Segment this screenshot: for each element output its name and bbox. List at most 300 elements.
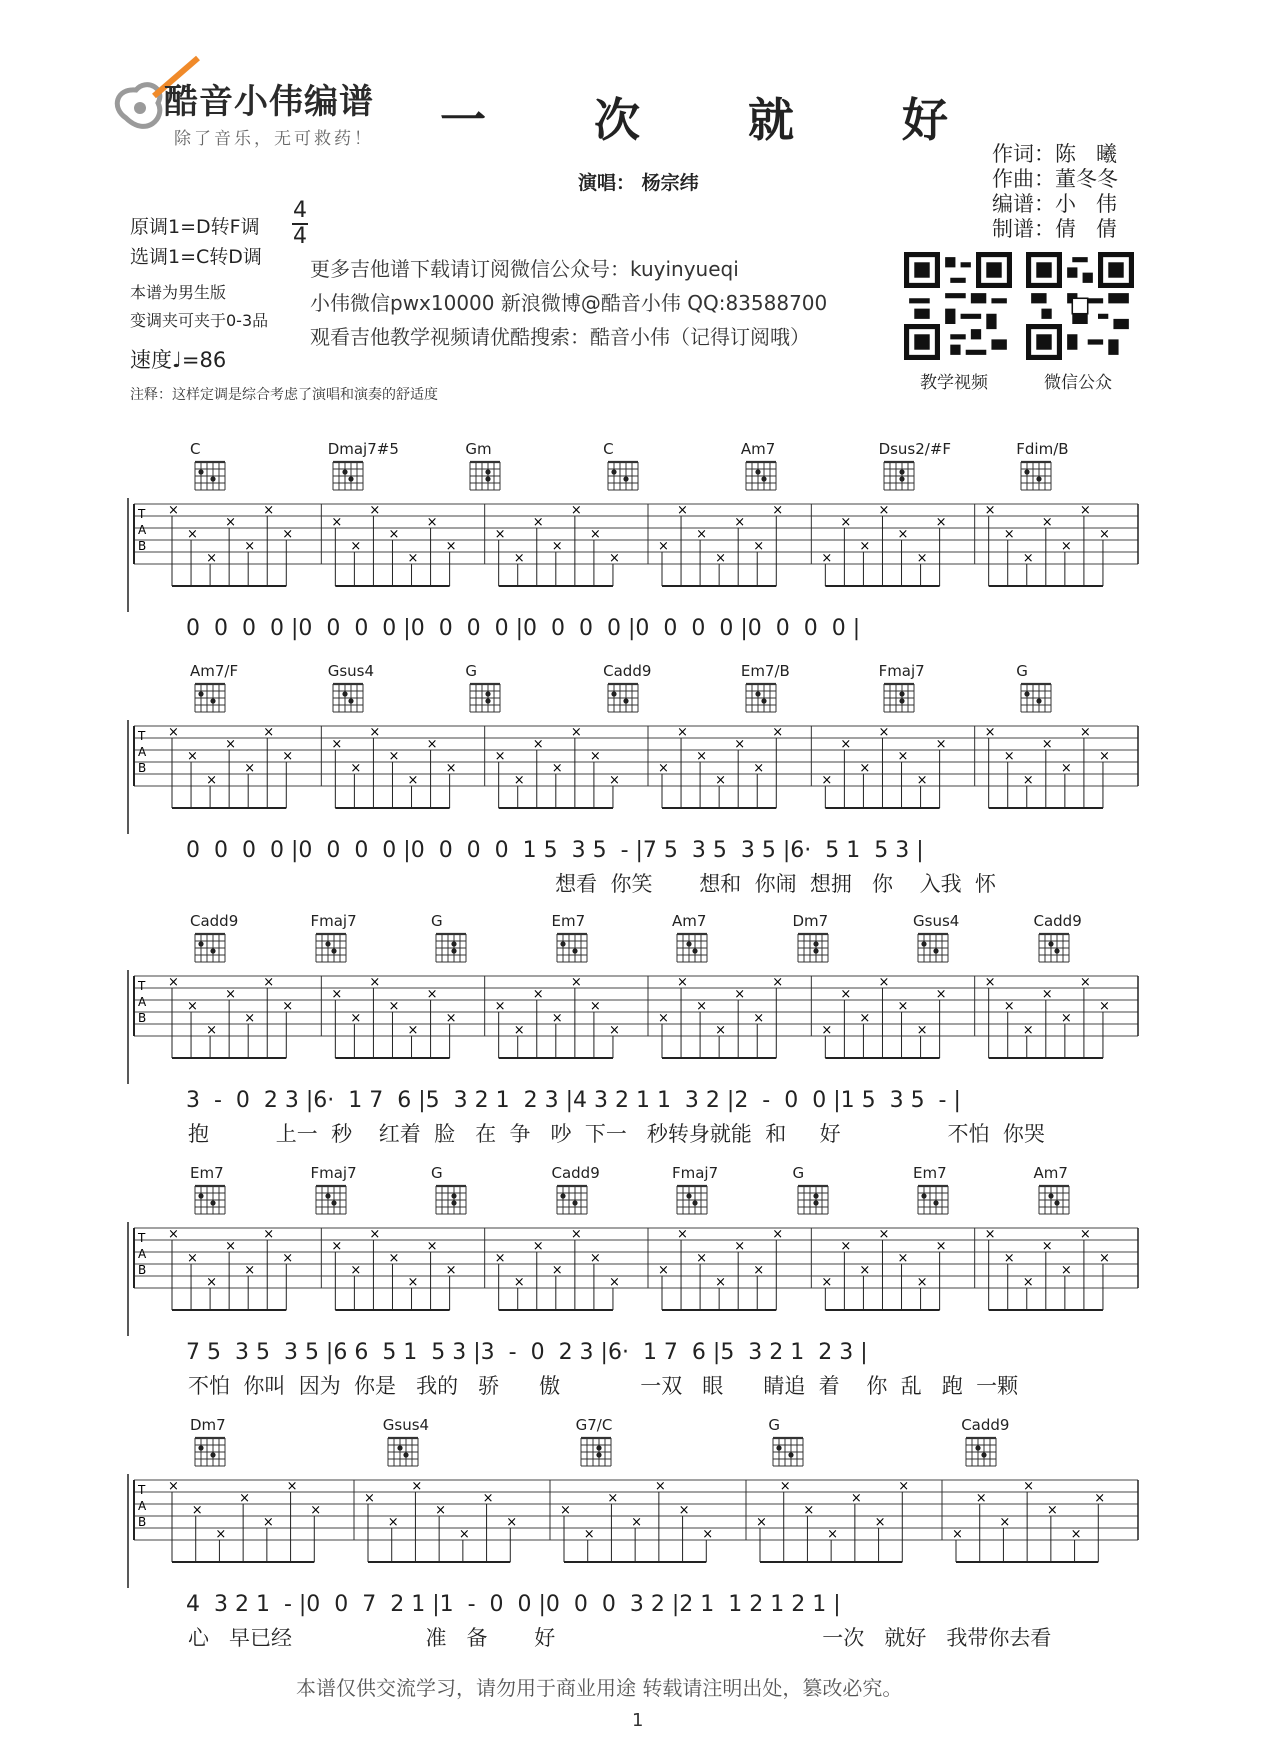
svg-text:×: × xyxy=(494,749,506,764)
svg-text:×: × xyxy=(984,503,996,518)
qr-caption-video: 教学视频 xyxy=(920,373,988,393)
chord-diagram-icon xyxy=(881,458,919,494)
chord-name: Cadd9 xyxy=(961,1416,1010,1434)
tab-staff xyxy=(0,1468,1272,1588)
svg-text:×: × xyxy=(916,1275,928,1290)
svg-text:×: × xyxy=(840,515,852,530)
promo-line: 观看吉他教学视频请优酷搜索：酷音小伟（记得订阅哦） xyxy=(310,325,810,349)
svg-text:×: × xyxy=(513,1275,525,1290)
svg-text:×: × xyxy=(715,1275,727,1290)
svg-text:×: × xyxy=(551,1011,563,1026)
chord-diagram-icon xyxy=(313,930,351,966)
svg-text:×: × xyxy=(696,527,708,542)
svg-text:×: × xyxy=(1003,999,1015,1014)
svg-text:×: × xyxy=(840,987,852,1002)
jianpu-notation: 7 5 3 5 3 5 |6 6 5 1 5 3 |3 - 0 2 3 |6· 1 7 6 |5 3 2 1 2 3 | xyxy=(186,1340,868,1365)
svg-text:×: × xyxy=(551,539,563,554)
svg-text:×: × xyxy=(734,737,746,752)
svg-text:×: × xyxy=(239,1491,251,1506)
chord-diagram-icon xyxy=(795,1182,833,1218)
chord-diagram-icon xyxy=(192,458,230,494)
chord-name: Gsus4 xyxy=(327,662,375,680)
chord-diagram-icon xyxy=(330,680,368,716)
svg-text:×: × xyxy=(935,1239,947,1254)
promo-block xyxy=(310,252,827,354)
tab-staff xyxy=(0,964,1272,1084)
svg-text:×: × xyxy=(1060,761,1072,776)
promo-line: 更多吉他谱下载请订阅微信公众号：kuyinyueqi xyxy=(310,257,739,281)
svg-text:B: B xyxy=(138,761,147,775)
chord-name: Dsus2/#F xyxy=(878,440,952,458)
svg-text:×: × xyxy=(225,737,237,752)
svg-text:×: × xyxy=(1098,999,1110,1014)
svg-text:×: × xyxy=(878,503,890,518)
chord-name: C xyxy=(190,440,201,458)
page-number: 1 xyxy=(632,1710,644,1731)
chord-diagram-icon xyxy=(915,1182,953,1218)
svg-text:×: × xyxy=(350,1011,362,1026)
svg-text:×: × xyxy=(331,737,343,752)
chord-diagram-icon xyxy=(674,1182,712,1218)
svg-text:×: × xyxy=(369,725,381,740)
svg-text:×: × xyxy=(532,1239,544,1254)
svg-text:×: × xyxy=(984,1227,996,1242)
chord-diagram-icon xyxy=(743,680,781,716)
svg-text:×: × xyxy=(263,725,275,740)
svg-text:×: × xyxy=(225,515,237,530)
svg-text:×: × xyxy=(388,749,400,764)
lyrics-line: 抱 上一 秒 红着 脸 在 争 吵 下一 秒转身就能 和 好 不怕 你哭 xyxy=(188,1122,1045,1146)
svg-text:×: × xyxy=(482,1491,494,1506)
svg-text:×: × xyxy=(753,1263,765,1278)
svg-text:×: × xyxy=(608,1023,620,1038)
chord-name: Gsus4 xyxy=(913,912,960,930)
svg-text:B: B xyxy=(138,1515,147,1529)
chord-name: Dm7 xyxy=(792,912,829,930)
chord-diagram-icon xyxy=(674,930,712,966)
singer: 演唱： 杨宗纬 xyxy=(578,172,699,194)
svg-text:×: × xyxy=(821,773,833,788)
svg-text:×: × xyxy=(1022,1023,1034,1038)
svg-text:×: × xyxy=(878,975,890,990)
lyrics-line: 想看 你笑 想和 你闹 想拥 你 入我 怀 xyxy=(188,872,996,896)
chord-name: Am7/F xyxy=(190,662,239,680)
score-system xyxy=(0,1416,1272,1650)
chord-name: Am7 xyxy=(672,912,707,930)
svg-text:×: × xyxy=(369,503,381,518)
svg-text:×: × xyxy=(407,773,419,788)
svg-text:×: × xyxy=(206,773,218,788)
svg-text:×: × xyxy=(331,987,343,1002)
chord-name: Cadd9 xyxy=(190,912,239,930)
chord-name: G xyxy=(465,662,478,680)
svg-text:×: × xyxy=(168,1479,179,1494)
svg-text:×: × xyxy=(350,1263,362,1278)
chosen-key: 选调1=C转D调 xyxy=(130,246,262,268)
svg-text:×: × xyxy=(560,1503,571,1518)
svg-text:×: × xyxy=(388,527,400,542)
chord-name: C xyxy=(603,440,614,458)
svg-text:T: T xyxy=(138,1483,146,1497)
svg-text:×: × xyxy=(570,503,582,518)
svg-text:×: × xyxy=(532,987,544,1002)
svg-text:×: × xyxy=(331,515,343,530)
svg-text:×: × xyxy=(206,551,218,566)
svg-text:×: × xyxy=(244,539,256,554)
svg-text:×: × xyxy=(984,725,996,740)
jianpu-notation: 4 3 2 1 - |0 0 7 2 1 |1 - 0 0 |0 0 0 3 2 |2 1 1 2 1 2 1 | xyxy=(186,1592,841,1617)
svg-text:B: B xyxy=(138,539,147,553)
svg-text:×: × xyxy=(654,1479,666,1494)
svg-text:×: × xyxy=(850,1491,862,1506)
chord-diagram-icon xyxy=(467,680,505,716)
chord-diagram-icon xyxy=(881,680,919,716)
svg-text:×: × xyxy=(753,761,765,776)
svg-text:×: × xyxy=(513,773,525,788)
chord-diagram-icon xyxy=(192,1434,230,1470)
score-system xyxy=(0,440,1272,670)
chord-name: G xyxy=(768,1416,781,1434)
svg-text:×: × xyxy=(897,1251,909,1266)
time-signature xyxy=(292,200,308,248)
svg-text:×: × xyxy=(827,1527,839,1542)
svg-text:×: × xyxy=(570,1227,582,1242)
chord-name: Em7 xyxy=(913,1164,947,1182)
svg-text:×: × xyxy=(263,975,275,990)
chord-name: Dmaj7#5 xyxy=(327,440,399,458)
svg-text:×: × xyxy=(1060,539,1072,554)
svg-text:×: × xyxy=(589,1251,601,1266)
svg-text:×: × xyxy=(331,1239,343,1254)
song-title: 一 次 就 好 xyxy=(440,93,995,147)
qr-code-wechat-icon[interactable] xyxy=(1026,252,1134,360)
chord-diagram-icon xyxy=(467,458,505,494)
lyrics-line: 不怕 你叫 因为 你是 我的 骄 傲 一双 眼 睛追 着 你 乱 跑 一颗 xyxy=(188,1374,1019,1398)
time-sig-top: 4 xyxy=(293,198,307,223)
qr-code-video-icon[interactable] xyxy=(904,252,1012,360)
svg-text:×: × xyxy=(570,975,582,990)
chord-name: Cadd9 xyxy=(1033,912,1082,930)
svg-text:×: × xyxy=(187,999,198,1014)
svg-text:×: × xyxy=(1046,1503,1058,1518)
svg-text:×: × xyxy=(1041,515,1053,530)
svg-text:×: × xyxy=(999,1515,1011,1530)
svg-text:×: × xyxy=(187,1251,198,1266)
svg-text:×: × xyxy=(310,1503,322,1518)
svg-text:×: × xyxy=(282,1251,294,1266)
chord-name: Cadd9 xyxy=(551,1164,600,1182)
capo-note: 变调夹可夹于0-3品 xyxy=(130,311,269,330)
svg-text:×: × xyxy=(445,539,457,554)
svg-text:T: T xyxy=(138,1231,146,1245)
svg-text:×: × xyxy=(513,1023,525,1038)
svg-text:×: × xyxy=(803,1503,815,1518)
svg-text:×: × xyxy=(1094,1491,1106,1506)
chord-name: Gsus4 xyxy=(382,1416,430,1434)
svg-text:×: × xyxy=(874,1515,886,1530)
svg-text:×: × xyxy=(715,773,727,788)
jianpu-notation: 3 - 0 2 3 |6· 1 7 6 |5 3 2 1 2 3 |4 3 2 1 1 3 2 |2 - 0 0 |1 5 3 5 - | xyxy=(186,1088,961,1113)
chord-name: Dm7 xyxy=(190,1416,226,1434)
svg-text:×: × xyxy=(696,1251,708,1266)
svg-text:×: × xyxy=(897,749,909,764)
svg-text:A: A xyxy=(138,745,147,759)
chord-diagram-icon xyxy=(1036,930,1074,966)
svg-text:×: × xyxy=(458,1527,470,1542)
chord-name: Cadd9 xyxy=(603,662,652,680)
svg-text:×: × xyxy=(206,1275,218,1290)
svg-text:T: T xyxy=(138,507,146,521)
chord-diagram-icon xyxy=(1018,680,1056,716)
chord-name: Em7/B xyxy=(740,662,790,680)
svg-text:×: × xyxy=(952,1527,963,1542)
svg-text:×: × xyxy=(631,1515,643,1530)
tempo: 速度♩=86 xyxy=(130,348,227,372)
svg-text:×: × xyxy=(168,1227,179,1242)
copyright-notice: 本谱仅供交流学习，请勿用于商业用途 转载请注明出处，篡改必究。 xyxy=(296,1676,903,1700)
svg-text:×: × xyxy=(935,515,947,530)
svg-text:×: × xyxy=(897,527,909,542)
svg-text:A: A xyxy=(138,1499,147,1513)
chord-name: G xyxy=(792,1164,805,1182)
svg-text:×: × xyxy=(1070,1527,1082,1542)
svg-text:×: × xyxy=(916,1023,928,1038)
composer: 作曲：董冬冬 xyxy=(992,167,1118,191)
svg-text:×: × xyxy=(772,1227,784,1242)
remark: 注释：这样定调是综合考虑了演唱和演奏的舒适度 xyxy=(130,387,438,403)
score-system xyxy=(0,912,1272,1146)
chord-diagram-icon xyxy=(433,930,471,966)
svg-text:×: × xyxy=(821,551,833,566)
chord-name: G xyxy=(1016,662,1028,680)
score-system xyxy=(0,662,1272,896)
svg-text:×: × xyxy=(244,761,256,776)
chord-name: Fmaj7 xyxy=(672,1164,719,1182)
chord-name: Gm xyxy=(465,440,492,458)
credits xyxy=(992,142,1118,242)
original-key: 原调1=D转F调 xyxy=(130,216,260,238)
svg-text:T: T xyxy=(138,729,146,743)
chord-diagram-icon xyxy=(433,1182,471,1218)
svg-text:×: × xyxy=(263,1227,275,1242)
svg-text:×: × xyxy=(702,1527,714,1542)
chord-diagram-icon xyxy=(192,930,230,966)
svg-text:×: × xyxy=(168,503,179,518)
chord-diagram-icon xyxy=(743,458,781,494)
chord-diagram-icon xyxy=(578,1434,616,1470)
svg-text:×: × xyxy=(551,1263,563,1278)
svg-text:×: × xyxy=(677,725,688,740)
svg-text:×: × xyxy=(608,773,620,788)
svg-text:×: × xyxy=(387,1515,399,1530)
chord-name: Fmaj7 xyxy=(310,1164,357,1182)
svg-text:×: × xyxy=(734,987,746,1002)
chord-name: Em7 xyxy=(551,912,586,930)
version-note: 本谱为男生版 xyxy=(130,283,227,302)
svg-text:×: × xyxy=(756,1515,767,1530)
promo-line: 小伟微信pwx10000 新浪微博@酷音小伟 QQ:83588700 xyxy=(310,291,828,315)
svg-text:×: × xyxy=(187,527,198,542)
svg-text:×: × xyxy=(1003,1251,1015,1266)
svg-text:×: × xyxy=(772,975,784,990)
svg-text:×: × xyxy=(1060,1263,1072,1278)
svg-text:×: × xyxy=(168,975,179,990)
svg-text:×: × xyxy=(1041,1239,1053,1254)
svg-text:×: × xyxy=(779,1479,791,1494)
svg-text:×: × xyxy=(658,1011,669,1026)
svg-text:×: × xyxy=(898,1479,910,1494)
qr-caption-wechat: 微信公众 xyxy=(1044,373,1112,393)
svg-text:×: × xyxy=(589,999,601,1014)
svg-text:×: × xyxy=(677,975,688,990)
svg-text:×: × xyxy=(840,1239,852,1254)
svg-text:×: × xyxy=(350,761,362,776)
svg-text:×: × xyxy=(407,1275,419,1290)
chord-name: Fdim/B xyxy=(1016,440,1069,458)
tab-staff xyxy=(0,1216,1272,1336)
svg-text:×: × xyxy=(435,1503,447,1518)
svg-text:×: × xyxy=(772,725,784,740)
svg-text:×: × xyxy=(426,515,438,530)
chord-diagram-icon xyxy=(313,1182,351,1218)
svg-text:×: × xyxy=(506,1515,518,1530)
svg-text:×: × xyxy=(916,551,928,566)
svg-text:×: × xyxy=(1098,749,1110,764)
svg-text:×: × xyxy=(935,987,947,1002)
svg-text:×: × xyxy=(1060,1011,1072,1026)
transcriber: 制谱：倩 倩 xyxy=(992,217,1118,241)
chord-name: G xyxy=(431,1164,443,1182)
svg-text:×: × xyxy=(658,761,669,776)
svg-text:A: A xyxy=(138,523,147,537)
svg-text:×: × xyxy=(388,1251,400,1266)
svg-text:×: × xyxy=(1041,737,1053,752)
svg-text:×: × xyxy=(734,515,746,530)
svg-text:×: × xyxy=(1098,1251,1110,1266)
svg-text:×: × xyxy=(878,725,890,740)
chord-name: G7/C xyxy=(575,1416,613,1434)
svg-text:×: × xyxy=(369,975,381,990)
svg-text:×: × xyxy=(570,725,582,740)
svg-text:×: × xyxy=(494,999,506,1014)
chord-diagram-icon xyxy=(192,1182,230,1218)
logo-slogan: 除了音乐，无可救药！ xyxy=(174,129,374,149)
svg-text:×: × xyxy=(411,1479,423,1494)
svg-text:×: × xyxy=(445,761,457,776)
svg-text:×: × xyxy=(753,539,765,554)
svg-text:×: × xyxy=(426,987,438,1002)
svg-text:×: × xyxy=(187,749,198,764)
chord-name: Fmaj7 xyxy=(878,662,925,680)
chord-diagram-icon xyxy=(605,680,643,716)
svg-text:×: × xyxy=(1022,551,1034,566)
svg-text:×: × xyxy=(244,1263,256,1278)
svg-text:×: × xyxy=(677,1227,688,1242)
svg-text:×: × xyxy=(583,1527,595,1542)
svg-text:×: × xyxy=(840,737,852,752)
svg-text:×: × xyxy=(513,551,525,566)
svg-text:×: × xyxy=(388,999,400,1014)
svg-text:B: B xyxy=(138,1011,147,1025)
svg-text:×: × xyxy=(821,1023,833,1038)
chord-diagram-icon xyxy=(605,458,643,494)
svg-text:×: × xyxy=(262,1515,274,1530)
svg-text:×: × xyxy=(263,503,275,518)
svg-text:×: × xyxy=(282,749,294,764)
svg-text:×: × xyxy=(426,737,438,752)
chord-name: Em7 xyxy=(190,1164,224,1182)
logo-text: 酷音小伟编谱 xyxy=(164,82,374,122)
svg-text:×: × xyxy=(350,539,362,554)
svg-text:×: × xyxy=(975,1491,987,1506)
svg-text:×: × xyxy=(1022,1275,1034,1290)
svg-text:×: × xyxy=(407,551,419,566)
chord-diagram-icon xyxy=(1036,1182,1074,1218)
svg-text:×: × xyxy=(1003,749,1015,764)
svg-text:A: A xyxy=(138,1247,147,1261)
svg-text:×: × xyxy=(532,737,544,752)
svg-text:×: × xyxy=(589,749,601,764)
svg-text:×: × xyxy=(1023,1479,1035,1494)
svg-text:×: × xyxy=(916,773,928,788)
score-system xyxy=(0,1164,1272,1398)
svg-text:×: × xyxy=(445,1011,457,1026)
svg-text:×: × xyxy=(715,1023,727,1038)
svg-text:×: × xyxy=(225,1239,237,1254)
tab-staff xyxy=(0,714,1272,834)
lyricist: 作词：陈 曦 xyxy=(992,142,1118,166)
svg-text:×: × xyxy=(168,725,179,740)
svg-text:×: × xyxy=(607,1491,619,1506)
svg-text:×: × xyxy=(677,503,688,518)
svg-text:×: × xyxy=(589,527,601,542)
svg-text:×: × xyxy=(878,1227,890,1242)
lyrics-line: 心 早已经 准 备 好 一次 就好 我带你去看 xyxy=(188,1626,1052,1650)
chord-diagram-icon xyxy=(554,930,592,966)
svg-text:×: × xyxy=(696,999,708,1014)
svg-text:×: × xyxy=(1098,527,1110,542)
svg-text:×: × xyxy=(897,999,909,1014)
svg-text:×: × xyxy=(494,1251,506,1266)
arranger: 编谱：小 伟 xyxy=(992,192,1118,216)
chord-diagram-icon xyxy=(795,930,833,966)
svg-text:×: × xyxy=(215,1527,227,1542)
svg-text:B: B xyxy=(138,1263,147,1277)
chord-diagram-icon xyxy=(915,930,953,966)
svg-text:×: × xyxy=(935,737,947,752)
svg-text:×: × xyxy=(551,761,563,776)
svg-text:×: × xyxy=(753,1011,765,1026)
svg-text:×: × xyxy=(369,1227,381,1242)
chord-name: G xyxy=(431,912,443,930)
svg-text:×: × xyxy=(734,1239,746,1254)
svg-text:×: × xyxy=(1003,527,1015,542)
svg-text:×: × xyxy=(772,503,784,518)
svg-text:×: × xyxy=(658,1263,669,1278)
logo xyxy=(106,44,396,154)
svg-text:×: × xyxy=(445,1263,457,1278)
chord-name: Am7 xyxy=(740,440,776,458)
chord-diagram-icon xyxy=(192,680,230,716)
svg-text:×: × xyxy=(1041,987,1053,1002)
svg-text:×: × xyxy=(282,527,294,542)
svg-text:×: × xyxy=(859,539,871,554)
svg-text:×: × xyxy=(191,1503,203,1518)
svg-text:×: × xyxy=(821,1275,833,1290)
svg-text:×: × xyxy=(286,1479,298,1494)
chord-name: Fmaj7 xyxy=(310,912,357,930)
svg-text:×: × xyxy=(859,761,871,776)
